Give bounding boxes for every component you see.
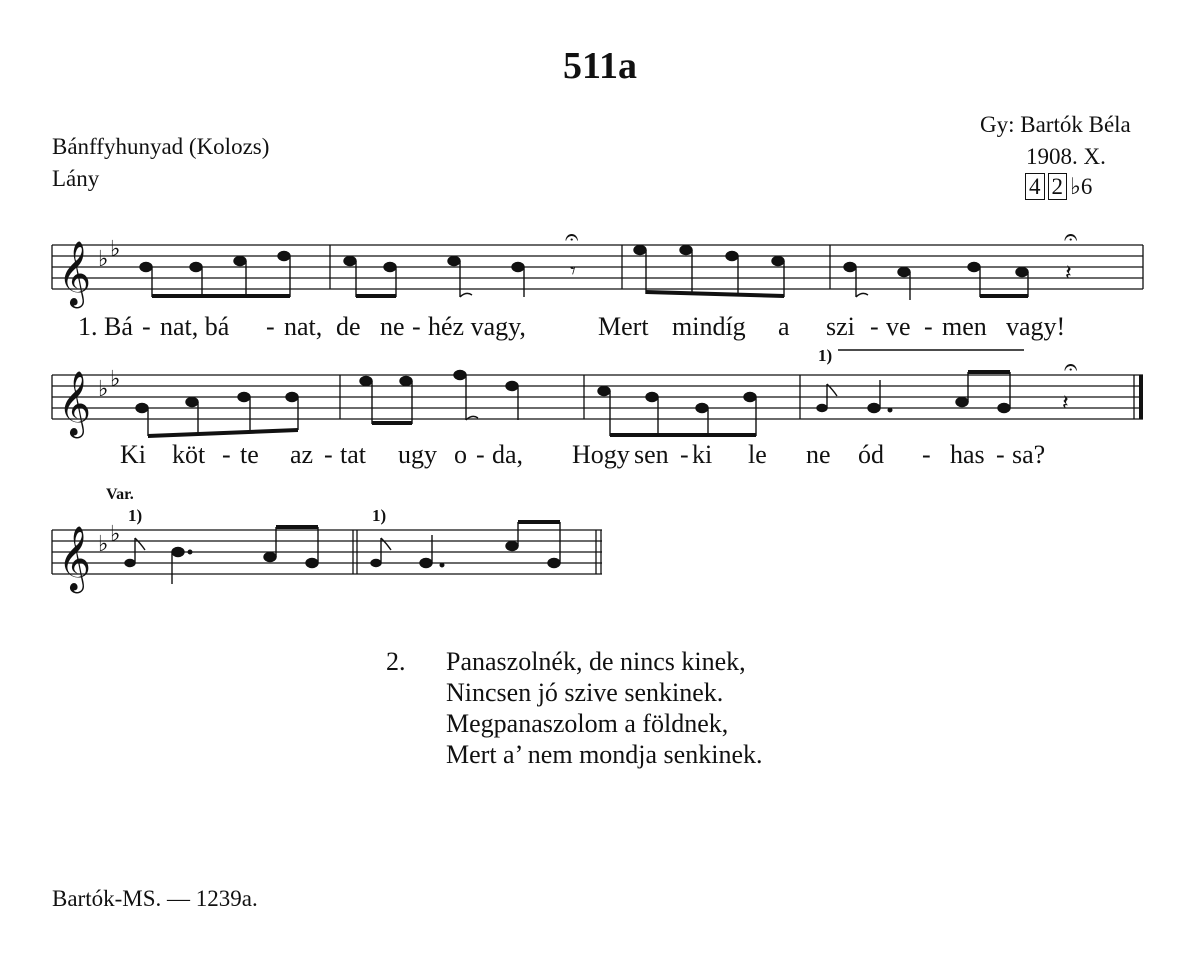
- class-box: 4: [1025, 173, 1045, 200]
- svg-text:𝄐: 𝄐: [565, 223, 579, 251]
- variant-label: Var.: [106, 486, 134, 503]
- lyric-syllable: a: [778, 312, 790, 341]
- lyric-syllable: ki: [692, 440, 713, 469]
- svg-text:𝄽: 𝄽: [1065, 261, 1072, 286]
- lyric-syllable: le: [748, 440, 767, 469]
- lyric-syllable: sen: [634, 440, 669, 469]
- stanza-line: Panaszolnék, de nincs kinek,: [446, 647, 746, 676]
- lyric-syllable: te: [240, 440, 259, 469]
- collector-label: Gy: Bartók Béla: [980, 112, 1131, 137]
- singer-label: Lány: [52, 166, 100, 191]
- lyric-syllable: tat: [340, 440, 366, 469]
- lyric-syllable: men: [942, 312, 987, 341]
- lyric-syllable: szi: [826, 312, 855, 341]
- footnote-mark: 1): [128, 506, 143, 525]
- stanza-line: Megpanaszolom a földnek,: [446, 709, 729, 738]
- lyric-syllable: nat, bá: [160, 312, 230, 341]
- manuscript-reference: Bartók-MS. — 1239a.: [52, 886, 258, 911]
- class-box: 2: [1048, 173, 1068, 200]
- lyric-syllable: de: [336, 312, 361, 341]
- lyric-syllable: mindíg: [672, 312, 746, 341]
- lyric-syllable: 1. Bá: [78, 312, 133, 341]
- svg-text:𝄐: 𝄐: [1064, 353, 1078, 381]
- stanza-line: Nincsen jó szive senkinek.: [446, 678, 724, 707]
- lyric-syllable: köt: [172, 440, 206, 469]
- flat-icon: ♭: [110, 237, 121, 262]
- lyric-syllable: nat,: [284, 312, 323, 341]
- stanza-number: 2.: [386, 647, 406, 676]
- footnote-mark: 1): [372, 506, 387, 525]
- lyric-syllable: ugy: [398, 440, 437, 469]
- lyric-syllable: Ki: [120, 440, 146, 469]
- lyric-syllable: has: [950, 440, 985, 469]
- treble-clef-icon: 𝄞: [58, 241, 92, 306]
- lyric-syllable: da,: [492, 440, 524, 469]
- lyric-syllable: Hogy: [572, 440, 630, 469]
- treble-clef-icon: 𝄞: [58, 371, 92, 436]
- lyric-syllable: héz vagy,: [428, 312, 526, 341]
- svg-text:𝄽: 𝄽: [1062, 391, 1069, 416]
- lyric-syllable: o: [454, 440, 467, 469]
- class-box: ♭6: [1070, 174, 1093, 199]
- flat-icon: ♭: [110, 367, 121, 392]
- svg-text:𝄐: 𝄐: [1064, 223, 1078, 251]
- svg-text:𝄾: 𝄾: [570, 259, 576, 284]
- date-label: 1908. X.: [1026, 144, 1106, 169]
- lyric-syllable: ne: [806, 440, 831, 469]
- lyric-syllable: az: [290, 440, 314, 469]
- footnote-mark: 1): [818, 346, 833, 365]
- flat-icon: ♭: [98, 532, 109, 557]
- place-label: Bánffyhunyad (Kolozs): [52, 134, 270, 159]
- staff-line-2: [52, 375, 1143, 419]
- lyric-syllable: Mert: [598, 312, 649, 341]
- flat-icon: ♭: [98, 377, 109, 402]
- lyric-syllable: ve: [886, 312, 911, 341]
- lyric-syllable: ód: [858, 440, 884, 469]
- flat-icon: ♭: [98, 247, 109, 272]
- lyric-syllable: sa?: [1012, 440, 1046, 469]
- page-number: 511a: [563, 45, 637, 87]
- stanza-line: Mert a’ nem mondja senkinek.: [446, 740, 763, 769]
- flat-icon: ♭: [110, 522, 121, 547]
- lyric-syllable: vagy!: [1006, 312, 1066, 341]
- lyric-syllable: ne: [380, 312, 405, 341]
- treble-clef-icon: 𝄞: [58, 526, 92, 591]
